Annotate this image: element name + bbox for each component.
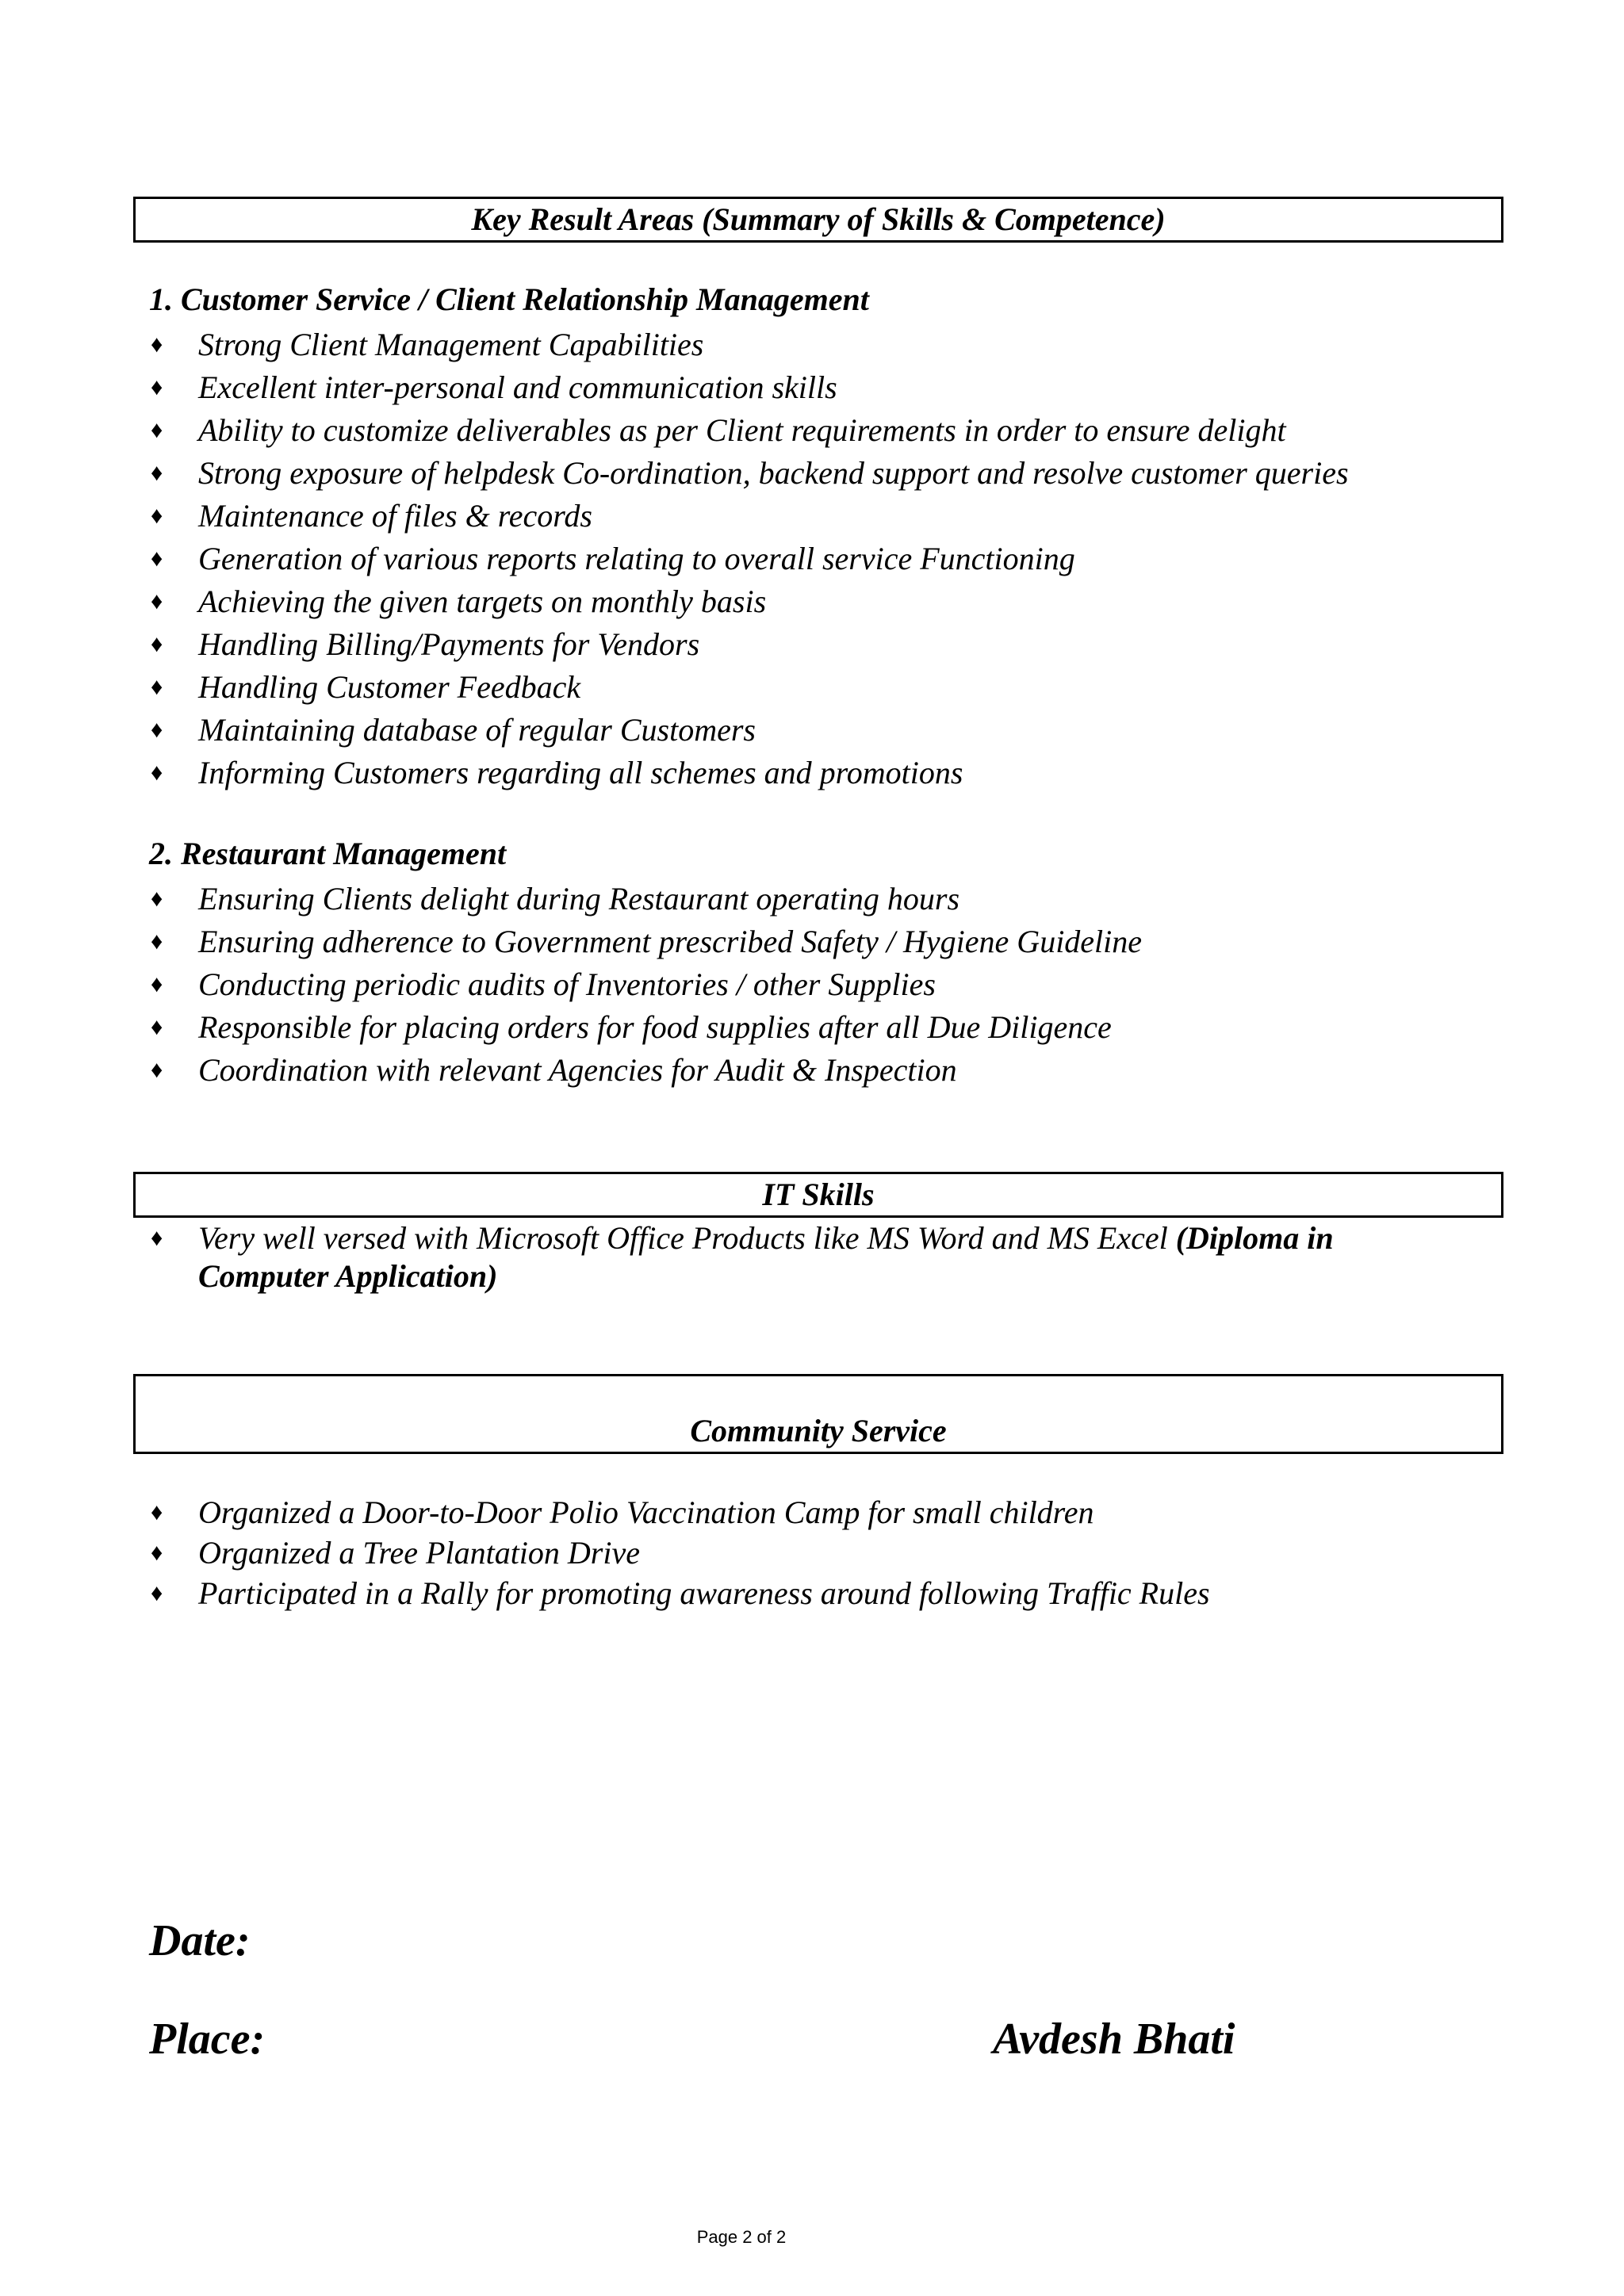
- page-number: Page 2 of 2: [696, 2227, 787, 2247]
- diamond-bullet-icon: ♦: [151, 417, 163, 443]
- it-skills-diploma-continued: Computer Application): [198, 1258, 498, 1294]
- list-item: ♦ Strong exposure of helpdesk Co-ordination, backend support and resolve customer queries: [149, 452, 1349, 495]
- list-item: ♦ Maintaining database of regular Customers: [149, 709, 1349, 752]
- diamond-bullet-icon: ♦: [151, 886, 163, 912]
- list-item: ♦ Ability to customize deliverables as per Client requirements in order to ensure delight: [149, 409, 1349, 452]
- community-service-list: [149, 1492, 1210, 1613]
- diamond-bullet-icon: ♦: [151, 674, 163, 700]
- it-skills-item: [149, 1219, 1465, 1295]
- diamond-bullet-icon: ♦: [151, 760, 163, 786]
- restaurant-management-list: [149, 878, 1142, 1092]
- it-skills-line-2: [149, 1257, 1465, 1295]
- restaurant-management-subheading: 2. Restaurant Management: [149, 836, 507, 871]
- list-item: ♦ Ensuring adherence to Government prescribed Safety / Hygiene Guideline: [149, 920, 1142, 963]
- diamond-bullet-icon: ♦: [151, 374, 163, 400]
- list-item: ♦ Ensuring Clients delight during Restaurant operating hours: [149, 878, 1142, 920]
- diamond-bullet-icon: ♦: [151, 1540, 163, 1566]
- diamond-bullet-icon: ♦: [151, 631, 163, 657]
- community-service-heading-box: [133, 1374, 1503, 1454]
- list-item: ♦ Excellent inter-personal and communication skills: [149, 366, 1349, 409]
- diamond-bullet-icon: ♦: [151, 588, 163, 614]
- list-item: ♦ Informing Customers regarding all schemes and promotions: [149, 752, 1349, 794]
- list-item: ♦ Coordination with relevant Agencies for Audit & Inspection: [149, 1049, 1142, 1092]
- date-label: Date:: [149, 1916, 251, 1965]
- it-skills-diploma: (Diploma in: [1175, 1220, 1334, 1256]
- diamond-bullet-icon: ♦: [151, 460, 163, 486]
- it-skills-line-1: Very well versed with Microsoft Office Products like MS Word and MS Excel (Diploma in: [198, 1220, 1334, 1256]
- list-item: ♦ Conducting periodic audits of Inventories / other Supplies: [149, 963, 1142, 1006]
- diamond-bullet-icon: ♦: [151, 971, 163, 997]
- it-skills-heading-box: [133, 1172, 1503, 1218]
- list-item: ♦ Participated in a Rally for promoting awareness around following Traffic Rules: [149, 1573, 1210, 1613]
- diamond-bullet-icon: ♦: [151, 928, 163, 955]
- customer-service-list: [149, 323, 1349, 794]
- it-skills-heading: IT Skills: [762, 1177, 875, 1212]
- diamond-bullet-icon: ♦: [151, 331, 163, 358]
- signature-name: Avdesh Bhati: [993, 2015, 1235, 2064]
- list-item: ♦ Maintenance of files & records: [149, 495, 1349, 538]
- key-result-areas-heading: Key Result Areas (Summary of Skills & Competence): [471, 201, 1166, 237]
- place-label: Place:: [149, 2015, 266, 2064]
- list-item: ♦ Handling Billing/Payments for Vendors: [149, 623, 1349, 666]
- diamond-bullet-icon: ♦: [151, 545, 163, 572]
- list-item: ♦ Generation of various reports relating to overall service Functioning: [149, 538, 1349, 580]
- list-item: ♦ Organized a Door-to-Door Polio Vaccination Camp for small children: [149, 1492, 1210, 1533]
- list-item: ♦ Organized a Tree Plantation Drive: [149, 1533, 1210, 1573]
- community-service-heading: Community Service: [690, 1413, 947, 1448]
- list-item: ♦ Responsible for placing orders for food supplies after all Due Diligence: [149, 1006, 1142, 1049]
- diamond-bullet-icon: ♦: [151, 503, 163, 529]
- diamond-bullet-icon: ♦: [151, 1057, 163, 1083]
- customer-service-subheading: 1. Customer Service / Client Relationship Management: [149, 281, 869, 317]
- diamond-bullet-icon: ♦: [151, 1014, 163, 1040]
- diamond-bullet-icon: ♦: [151, 717, 163, 743]
- diamond-bullet-icon: ♦: [151, 1225, 163, 1251]
- list-item: ♦ Handling Customer Feedback: [149, 666, 1349, 709]
- key-result-areas-heading-box: [133, 197, 1503, 243]
- diamond-bullet-icon: ♦: [151, 1499, 163, 1525]
- list-item: ♦ Strong Client Management Capabilities: [149, 323, 1349, 366]
- list-item: ♦ Achieving the given targets on monthly basis: [149, 580, 1349, 623]
- diamond-bullet-icon: ♦: [151, 1580, 163, 1606]
